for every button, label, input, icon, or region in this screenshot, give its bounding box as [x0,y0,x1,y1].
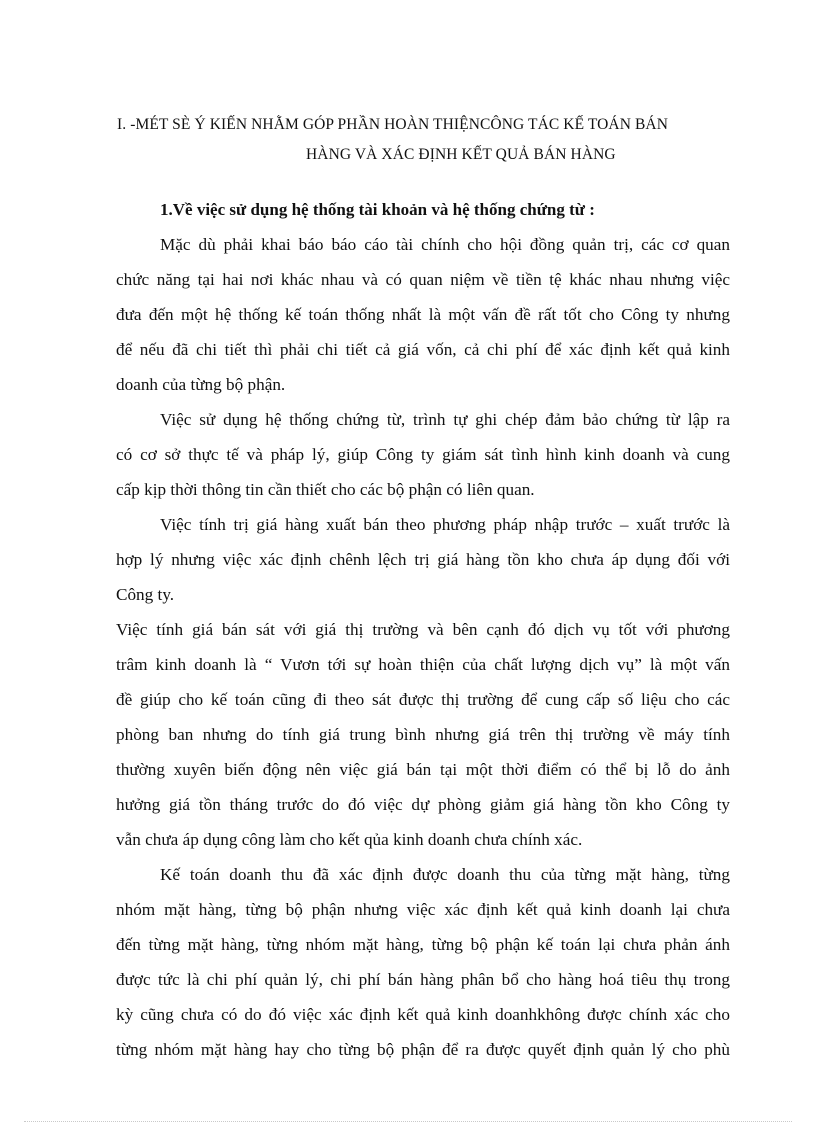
paragraph-line: đưa đến một hệ thống kế toán thống nhất là một vấn đề rất tốt cho Công ty nhưng [116,305,730,324]
paragraph-line: doanh của từng bộ phận. [116,375,286,394]
paragraph-line: có cơ sở thực tế và pháp lý, giúp Công ty giám sát tình hình kinh doanh và cung [116,445,730,464]
paragraph-line: Việc tính trị giá hàng xuất bán theo phương pháp nhập trước – xuất trước là [160,515,730,534]
paragraph-line: hợp lý nhưng việc xác định chênh lệch trị giá hàng tồn kho chưa áp dụng đối với [116,550,730,569]
paragraph-line: Kế toán doanh thu đã xác định được doanh thu của từng mặt hàng, từng [160,865,730,884]
page-bottom-divider [24,1121,792,1122]
paragraph-line: vẫn chưa áp dụng công làm cho kết qủa kinh doanh chưa chính xác. [116,830,583,849]
paragraph-line: cấp kịp thời thông tin cần thiết cho các bộ phận có liên quan. [116,480,535,499]
paragraph-line: kỳ cũng chưa có do đó việc xác định kết quả kinh doanhkhông được chính xác cho [116,1005,730,1024]
paragraph-line: Mặc dù phải khai báo báo cáo tài chính cho hội đồng quản trị, các cơ quan [160,235,730,254]
paragraph-line: phòng ban nhưng do tính giá trung bình nhưng giá trên thị trường về máy tính [116,725,730,744]
paragraph-line: Việc sử dụng hệ thống chứng từ, trình tự ghi chép đảm bảo chứng từ lập ra [160,410,730,429]
paragraph-line: nhóm mặt hàng, từng bộ phận nhưng việc xác định kết quả kinh doanh lại chưa [116,900,730,919]
paragraph-line: chức năng tại hai nơi khác nhau và có quan niệm về tiền tệ khác nhau nhưng việc [116,270,730,289]
paragraph-line: hưởng giá tồn tháng trước do đó việc dự phòng giảm giá hàng tồn kho Công ty [116,795,730,814]
paragraph-line: từng nhóm mặt hàng hay cho từng bộ phận để ra được quyết định quản lý cho phù [116,1040,730,1059]
paragraph-line: trâm kinh doanh là “ Vươn tới sự hoàn thiện của chất lượng dịch vụ” là một vấn [116,655,730,674]
paragraph-line: thường xuyên biến động nên việc giá bán tại một thời điểm có thể bị lỗ do ảnh [116,760,730,779]
paragraph-line: đến từng mặt hàng, từng nhóm mặt hàng, từng bộ phận kế toán lại chưa phản ánh [116,935,730,954]
chapter-heading-line-2: HÀNG VÀ XÁC ĐỊNH KẾT QUẢ BÁN HÀNG [306,146,616,163]
paragraph-line: Việc tính giá bán sát với giá thị trường và bên cạnh đó dịch vụ tốt với phương [116,620,730,639]
paragraph-line: Công ty. [116,585,175,604]
paragraph-line: đề giúp cho kế toán cũng đi theo sát được thị trường để cung cấp số liệu cho các [116,690,730,709]
chapter-heading-line-1: I. -MÉT SÈ Ý KIẾN NHẰM GÓP PHẦN HOÀN THIỆNCÔNG TÁC KẾ TOÁN BÁN [117,116,669,133]
paragraph-line: để nếu đã chi tiết thì phải chi tiết cả giá vốn, cả chi phí để xác định kết quả kinh [116,340,730,359]
paragraph-line: được tức là chi phí quản lý, chi phí bán hàng phân bổ cho hàng hoá tiêu thụ trong [116,970,730,989]
section-title: 1.Về việc sử dụng hệ thống tài khoản và hệ thống chứng từ : [160,200,595,219]
